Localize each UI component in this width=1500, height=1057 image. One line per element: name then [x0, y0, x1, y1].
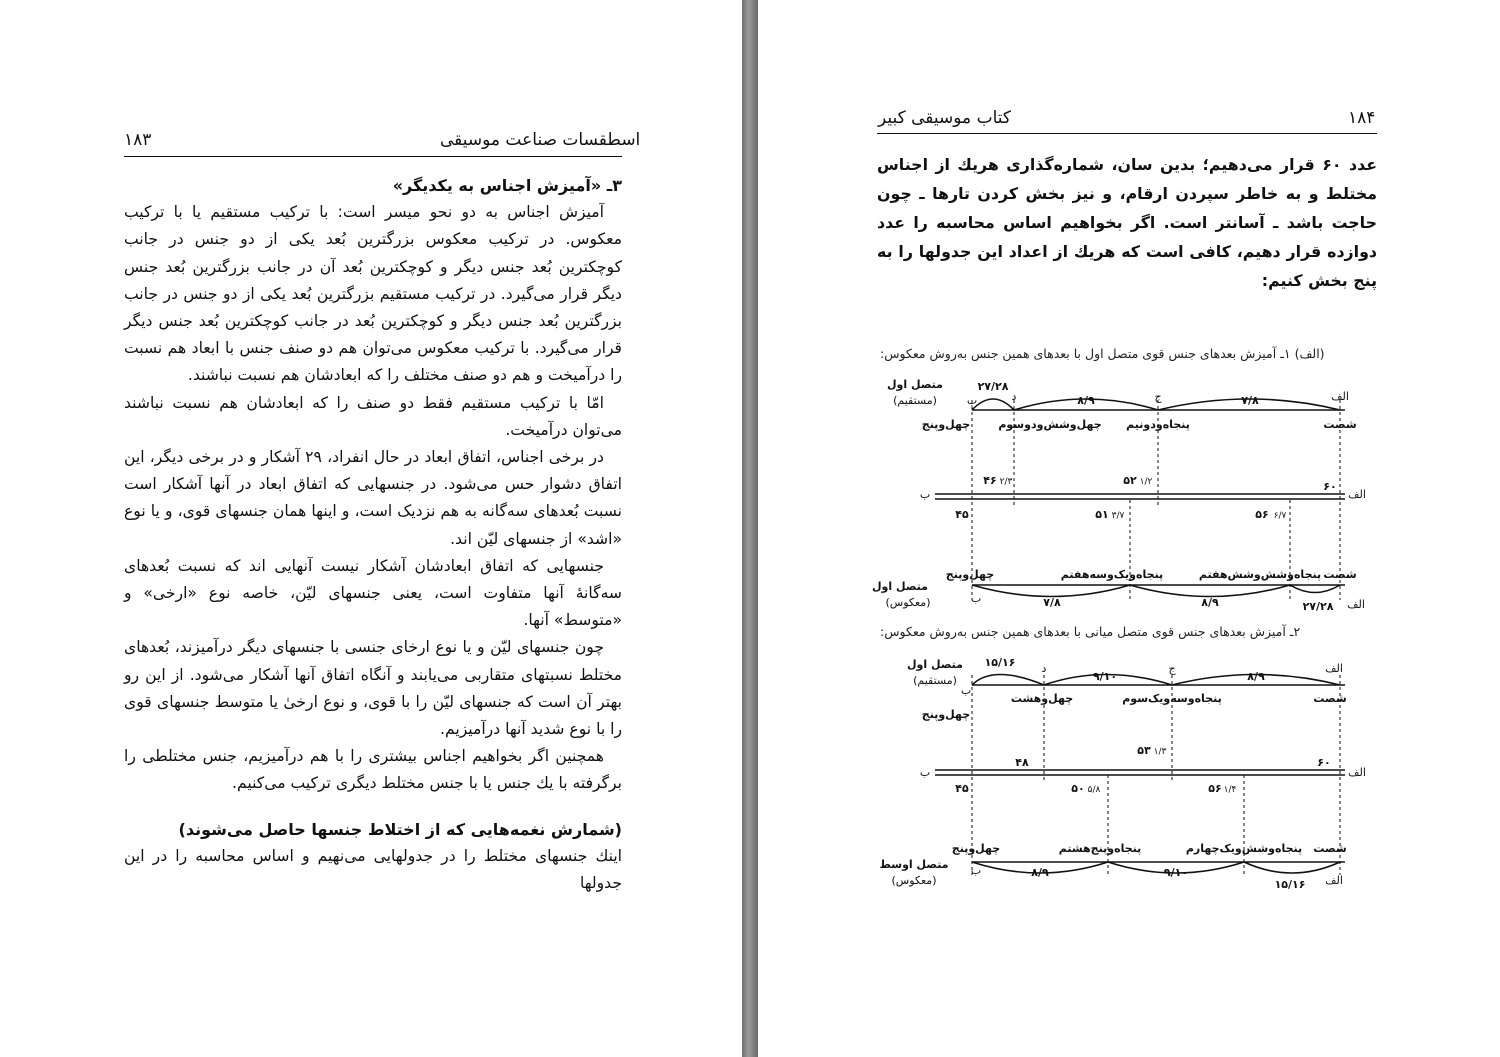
diagram2-mid-value: ۵۳	[1137, 744, 1151, 757]
paragraph: جنسهایی که اتفاق ابعادشان آشکار نیست آنهایی اند که نسبت بُعدهای سه‌گانهٔ آنها متفاوت است، یعنی جنسهای لیّن، خاصه نوع «ارخی» و «متوسط» آنها.	[124, 556, 622, 630]
diagram1-bottom-ratio: ۷/۸	[1043, 596, 1061, 609]
paragraph-last: اینك جنسهای مختلط را در جدولهایی می‌نهیم و اساس محاسبه را در این جدولها	[124, 846, 622, 893]
section-heading: ۳ـ «آمیزش اجناس به یکدیگر»	[392, 176, 622, 195]
diagram2-mid-value: ۴۵	[955, 782, 969, 795]
point-letter: د	[1041, 662, 1047, 675]
point-letter: ب	[970, 864, 982, 877]
diagram1-top-name: شصت	[1323, 418, 1357, 431]
point-letter: د	[1011, 390, 1017, 403]
diagram1-bottom-ratio: ۲۷/۲۸	[1302, 600, 1334, 613]
diagram2-mid-fraction: ۱/۳	[1153, 747, 1167, 757]
diagram2-bottom-sub: (معکوس)	[891, 874, 937, 887]
diagram1-mid-value: ۴۵	[955, 508, 969, 521]
left-page	[0, 0, 742, 1057]
paragraph: امّا با ترکیب مستقیم فقط دو صنف را که ابعادشان هم نسبت نباشند می‌توان درآمیخت.	[124, 393, 622, 439]
diagram1-mid-fraction: ۳/۷	[1111, 511, 1125, 521]
diagram1-bottom-arc	[1130, 585, 1290, 597]
diagram2-bottom-arc	[1244, 862, 1340, 873]
point-letter: ب	[919, 766, 931, 779]
diagram2-mid-fraction: ۱/۴	[1223, 785, 1237, 795]
diagram1-mid-value: ۵۶	[1255, 508, 1269, 521]
diagram1-top-name: چهل‌وشش‌ودوسوم	[998, 418, 1102, 431]
left-header-title: اسطقسات صناعت موسیقی	[440, 130, 641, 150]
diagram2-bottom-name: پنجاه‌وشش‌ویک‌چهارم	[1185, 842, 1303, 855]
diagram1-bottom-ratio: ۸/۹	[1201, 596, 1219, 609]
diagram1-mid-fraction: ۲/۳	[999, 477, 1013, 487]
paragraph: چون جنسهای لیّن و یا نوع ارخای جنسی با جنسهای دیگر درآمیزند، بُعدهای مختلط نسبتهای متقاربی می‌یابند و آنگاه اتفاق آنها آشکار می‌شود. از این رو بهتر آن است که جنسهای لیّن را با قوی، و نوع ارخیٰ یا متوسط جنسهای قوی را با نوع شدید آنها درآمیزیم.	[124, 638, 622, 739]
diagram2-top-arc	[972, 675, 1044, 686]
diagram2-top-name: شصت	[1313, 692, 1347, 705]
diagram1-top-ratio: ۸/۹	[1077, 394, 1095, 407]
diagram2-bottom-name: شصت	[1313, 842, 1347, 855]
diagram1-top-ratio: ۷/۸	[1241, 394, 1259, 407]
diagram2-top-name: پنجاه‌وسه‌ویک‌سوم	[1122, 692, 1222, 705]
point-letter: الف	[1348, 766, 1366, 779]
diagram1-top-name: چهل‌وپنج	[921, 418, 971, 431]
point-letter: ج	[1168, 662, 1176, 675]
diagram1-mid-value: ۵۱	[1095, 508, 1109, 521]
subheading: (شمارش نغمه‌هایی که از اختلاط جنسها حاصل می‌شوند)	[178, 819, 622, 839]
diagram2-top-name: چهل‌وپنج	[921, 708, 971, 721]
diagram1-mid-value: ۵۲	[1123, 474, 1137, 487]
diagram2-top-ratio: ۹/۱۰	[1092, 670, 1118, 683]
diagram2-top-name: چهل‌وهشت	[1010, 692, 1074, 705]
interval-diagrams	[758, 0, 1500, 1057]
paragraph: در برخی اجناس، اتفاق ابعاد در حال انفراد، ۲۹ آشکار و در برخی دیگر، این اتفاق دشوار حس می‌شود. در جنسهایی که اتفاق ابعاد در آنها آشکار است نسبت بُعدهای سه‌گانه به هم نزدیک است، و اینها همان جنسهای قوی، و یا نوع «اشد» از جنسهای لیّن اند.	[124, 448, 622, 548]
diagram1-bottom-name: پنجاه‌وشش‌وشش‌هفتم	[1198, 568, 1322, 581]
right-header-title: کتاب موسیقی کبیر	[878, 108, 1011, 128]
diagram1-mid-value: ۶۰	[1323, 480, 1337, 493]
point-letter: الف	[1325, 662, 1343, 675]
diagram1-bottom-name: چهل‌وپنج	[945, 568, 995, 581]
left-body-text	[124, 172, 622, 897]
diagram2-bottom-name: پنجاه‌وپنج‌هشتم	[1058, 842, 1142, 855]
diagram1-bottom-name: شصت	[1323, 568, 1357, 581]
diagram1-bottom-arc	[1290, 585, 1340, 593]
diagram1-bottom-sub: (معکوس)	[885, 596, 931, 609]
point-letter: ج	[1154, 390, 1162, 403]
left-page-number: ۱۸۳	[124, 130, 152, 150]
diagram2-bottom-ratio: ۱۵/۱۶	[1274, 878, 1306, 891]
diagram2-mid-value: ۴۸	[1015, 756, 1029, 769]
diagram1-top-ratio: ۲۷/۲۸	[977, 380, 1009, 393]
book-gutter	[742, 0, 758, 1057]
right-page-number: ۱۸۴	[1348, 108, 1376, 128]
point-letter: ب	[966, 394, 978, 407]
diagram1-top-arc	[972, 399, 1014, 410]
point-letter: الف	[1331, 390, 1349, 403]
diagram2-top-label: متصل اول	[907, 658, 963, 671]
diagram1-bottom-label: متصل اول	[872, 580, 928, 593]
paragraph: آمیزش اجناس به دو نحو میسر است: با ترکیب مستقیم یا با ترکیب معکوس. در ترکیب معکوس بزرگترین بُعد یکی از دو جنس در جانب کوچکترین بُعد جنس دیگر و کوچکترین بُعد آن در جانب بزرگترین بُعد جنس دیگر قرار می‌گیرد. در ترکیب مستقیم بزرگترین بُعد یکی از دو جنس در جانب بزرگترین بُعد جنس دیگر و کوچکترین بُعد در جانب کوچکترین بُعد جنس دیگر قرار می‌گیرد. با ترکیب معکوس می‌توان هم دو صنف جنس با ابعاد هم نسبت را درآمیخت و هم دو صنف مختلف را که ابعادشان هم نسبت نباشند.	[124, 203, 622, 385]
diagram1-top-sub: (مستقیم)	[893, 394, 937, 407]
diagram1-bottom-name: پنجاه‌ویک‌وسه‌هفتم	[1060, 568, 1164, 581]
diagram2-mid-fraction: ۵/۸	[1087, 785, 1101, 795]
right-body-text: عدد ۶۰ قرار می‌دهیم؛ بدین سان، شماره‌گذاری هریك از اجناس مختلط و به خاطر سپردن ارقام، و نیز بخش کردن تارها ـ چون حاجت باشد ـ آسانتر است. اگر بخواهیم اساس محاسبه را عدد دوازده قرار دهیم، کافی است که هریك از اعداد این جدولها را به پنج بخش کنیم:	[877, 155, 1377, 290]
diagram1-top-label: متصل اول	[887, 378, 943, 391]
point-letter: الف	[1325, 874, 1343, 887]
diagram1-mid-fraction: ۶/۷	[1273, 511, 1287, 521]
diagram2-top-ratio: ۱۵/۱۶	[984, 656, 1016, 669]
diagram1-mid-fraction: ۱/۲	[1139, 477, 1153, 487]
diagram1-caption: (الف) ۱ـ آمیزش بعدهای جنس قوی متصل اول با بعدهای همین جنس به‌روش معکوس:	[880, 346, 1325, 361]
diagram2-mid-value: ۵۶	[1208, 782, 1222, 795]
diagram1-bottom-arc	[972, 585, 1130, 597]
point-letter: الف	[1348, 488, 1366, 501]
diagram2-bottom-label: متصل اوسط	[879, 858, 949, 871]
diagram2-mid-value: ۵۰	[1071, 782, 1085, 795]
paragraph: همچنین اگر بخواهیم اجناس بیشتری را با هم درآمیزیم، جنس مختلطی را برگرفته با یك جنس یا با جنس مختلط دیگری ترکیب می‌کنیم.	[124, 747, 622, 793]
point-letter: الف	[1347, 598, 1365, 611]
point-letter: ب	[919, 488, 931, 501]
point-letter: ب	[960, 684, 972, 697]
left-header-rule	[124, 156, 622, 157]
diagram2-bottom-name: چهل‌وپنج	[951, 842, 1001, 855]
diagram2-caption: ۲ـ آمیزش بعدهای جنس قوی متصل میانی با بعدهای همین جنس به‌روش معکوس:	[880, 624, 1301, 639]
diagram1-mid-value: ۴۶	[983, 474, 997, 487]
diagram2-bottom-ratio: ۸/۹	[1031, 866, 1049, 879]
diagram2-top-ratio: ۸/۹	[1247, 670, 1265, 683]
diagram2-mid-value: ۶۰	[1317, 756, 1331, 769]
point-letter: ب	[970, 592, 982, 605]
diagram1-top-name: پنجاه‌ودونیم	[1126, 418, 1190, 431]
diagram2-top-sub: (مستقیم)	[913, 674, 957, 687]
diagram2-bottom-ratio: ۹/۱۰	[1163, 866, 1189, 879]
